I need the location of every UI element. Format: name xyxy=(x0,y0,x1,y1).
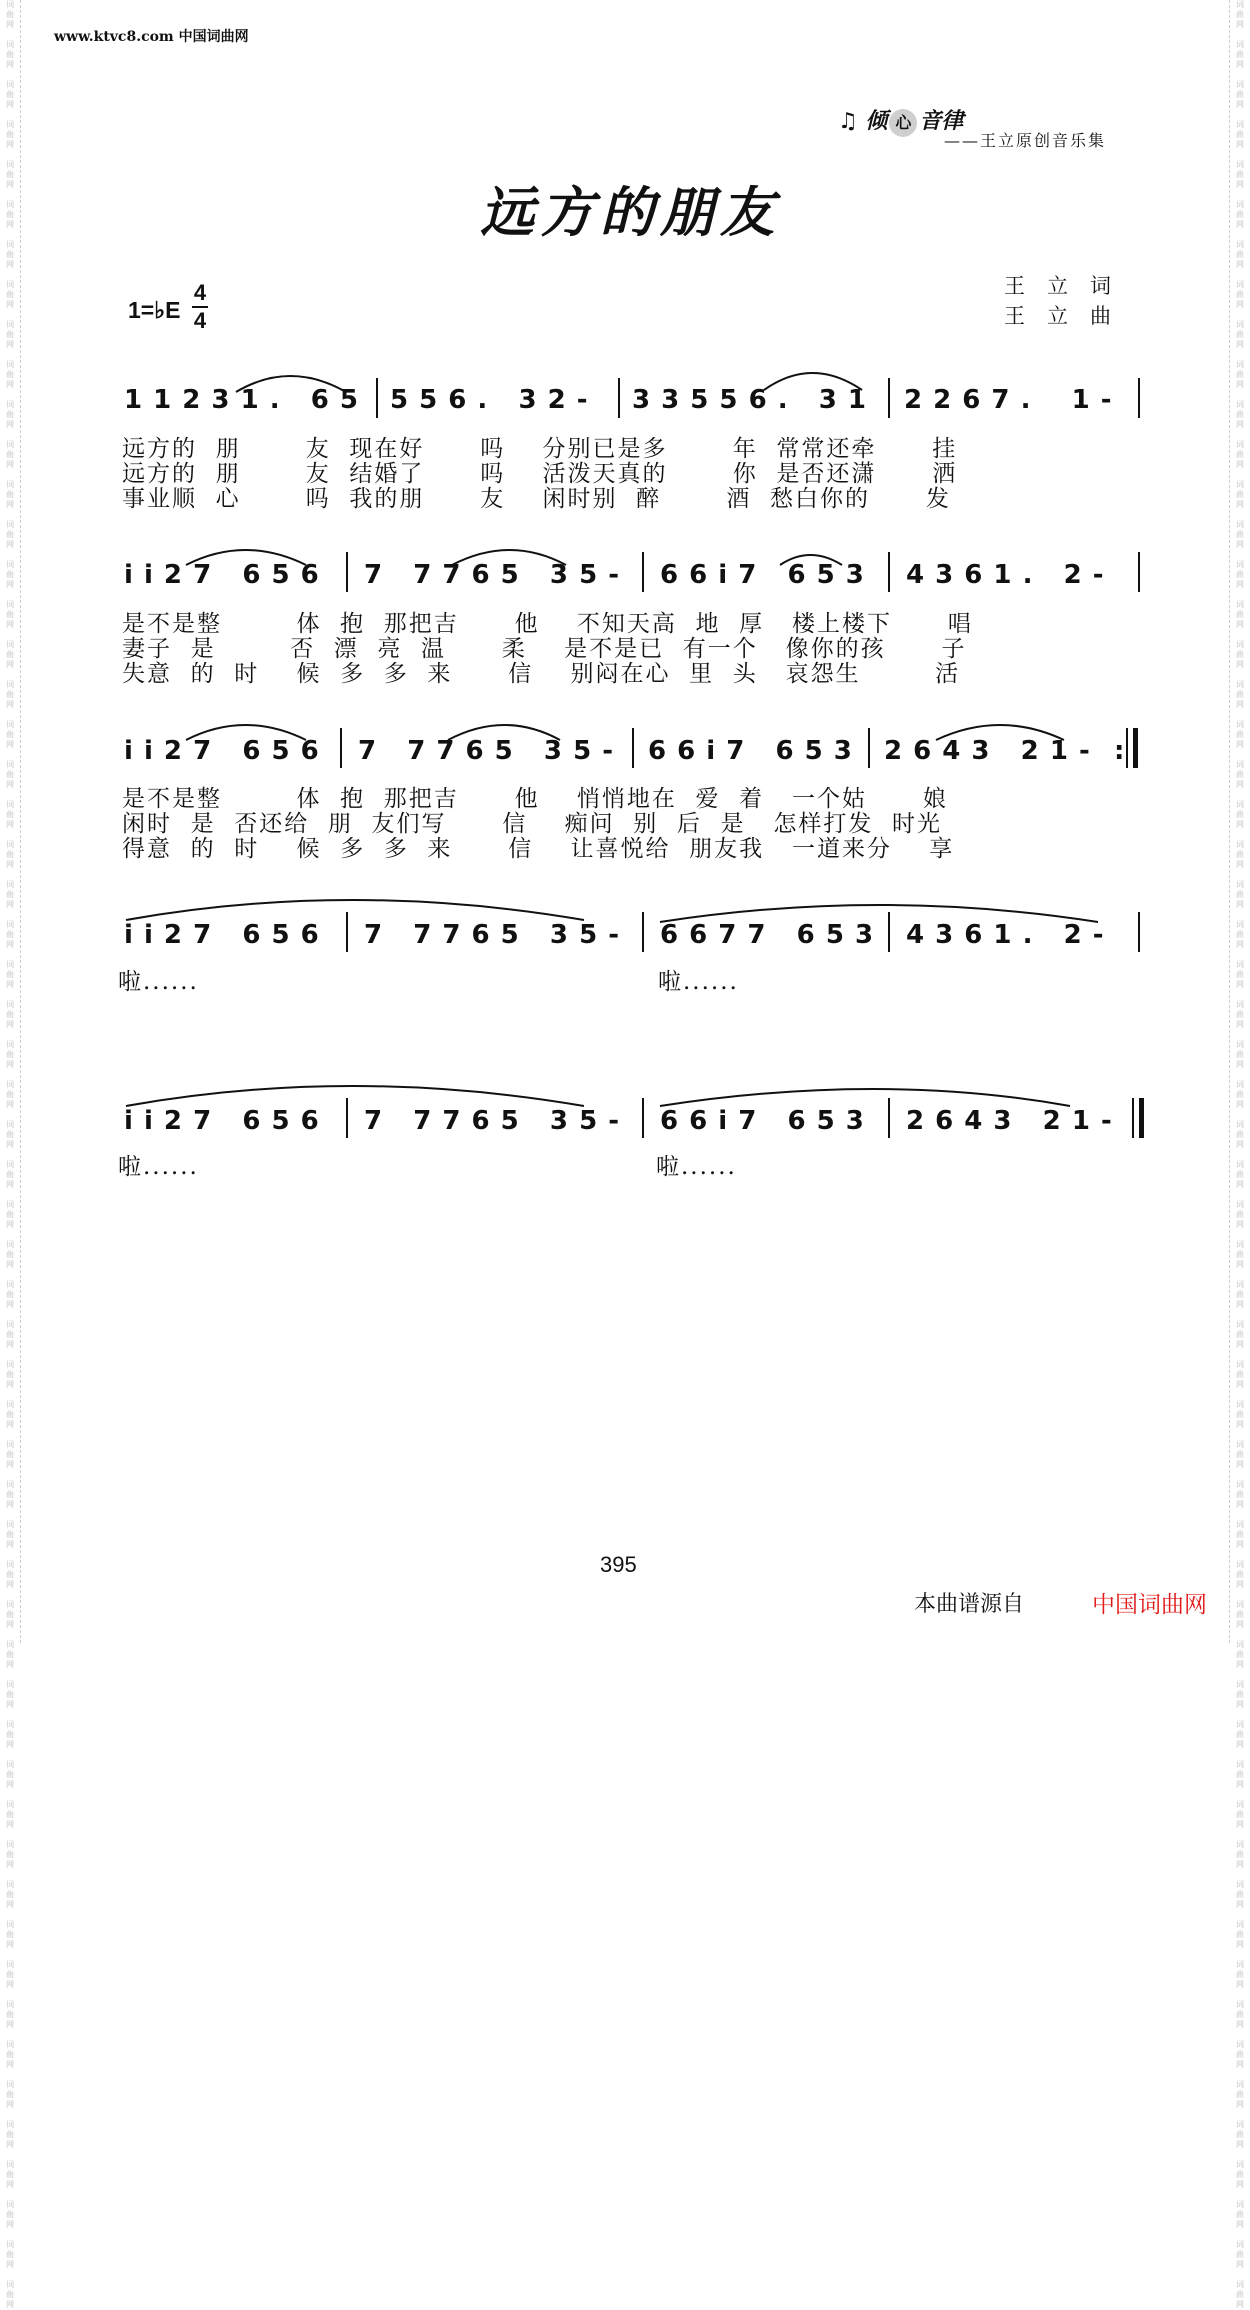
final-barline xyxy=(1139,1098,1144,1138)
barline xyxy=(888,912,890,952)
barline xyxy=(340,728,342,768)
barline xyxy=(346,1098,348,1138)
system-1-measure-2: 5 5 6 . 3 2 - xyxy=(390,385,589,415)
heart-icon: 心 xyxy=(889,109,917,137)
barline xyxy=(346,552,348,592)
time-signature xyxy=(192,280,208,334)
system-1-measure-4: 2 2 6 7 . 1 - xyxy=(904,385,1113,415)
series-subtitle: ——王立原创音乐集 xyxy=(944,131,1107,150)
barline xyxy=(1138,378,1140,418)
repeat-end-barline xyxy=(1133,728,1138,768)
system-5-measure-4: 2 6 4 3 2 1 - xyxy=(906,1106,1113,1136)
system-1-measure-3: 3 3 5 5 6 . 3 1 xyxy=(632,385,867,415)
music-note-icon: ♫ xyxy=(838,108,858,134)
repeat-dots: : xyxy=(1114,736,1125,766)
barline xyxy=(1138,552,1140,592)
barline xyxy=(642,912,644,952)
system-3-lyric-verse-1: 是不是整 体 抱 那把吉 他 悄悄地在 爱 着 一个姑 娘 xyxy=(122,786,948,812)
system-3-lyric-verse-2: 闲时 是 否还给 朋 友们写 信 痴问 别 后 是 怎样打发 时光 xyxy=(122,811,943,837)
system-3-measure-2: 7 7 7 6 5 3 5 - xyxy=(358,736,614,766)
barline xyxy=(888,378,890,418)
system-2-lyric-verse-1: 是不是整 体 抱 那把吉 他 不知天高 地 厚 楼上楼下 唱 xyxy=(122,611,973,637)
right-watermark-strip: 词 曲 网 词 曲 网 词 曲 网 词 曲 网 词 曲 网 词 曲 网 词 曲 网 词 曲 网 词 曲 网 词 曲 网 词 曲 网 词 曲 网 词 曲 网 词 曲 网 词 曲 网 词 曲 网 词 曲 网 词 曲 网 词 曲 网 词 曲 网 词 曲 网 词 曲 网 词 曲 网 词 曲 网 词 曲 网 词 曲 网 词 曲 网 词 曲 网 词 曲 网 词 曲 网 词 曲 网 词 曲 网 词 曲 网 词 曲 网 词 曲 网 词 曲 网 词 曲 网 词 曲 网 词 曲 网 词 曲 网 词 曲 网 词 曲 网 词 曲 网 词 曲 网 词 曲 网 词 曲 网 词 曲 网 词 曲 网 词 曲 网 词 曲 网 词 曲 网 词 曲 网 词 曲 网 词 曲 网 词 曲 网 词 曲 网 词 曲 网 词 曲 网 xyxy=(1229,0,1250,1643)
page-number: 395 xyxy=(600,1552,637,1577)
time-signature-top: 4 xyxy=(193,280,207,305)
barline xyxy=(1132,1098,1134,1138)
barline xyxy=(888,1098,890,1138)
source-label: 本曲谱源自 xyxy=(914,1591,1025,1616)
system-1-measure-1: 1 1 2 3 1 . 6 5 xyxy=(124,385,359,415)
song-title: 远方的朋友 xyxy=(480,180,780,244)
series-logo-right: 音律 xyxy=(919,108,964,134)
barline xyxy=(346,912,348,952)
system-4-measure-1: i i 2 7 6 5 6 xyxy=(124,920,320,950)
lyricist-credit: 王立词 xyxy=(1004,274,1133,298)
barline xyxy=(868,728,870,768)
system-3-measure-1: i i 2 7 6 5 6 xyxy=(124,736,320,766)
system-4-lyric-1: 啦...... xyxy=(118,969,199,995)
site-url[interactable]: www.ktvc8.com 中国词曲网 xyxy=(54,29,249,45)
system-2-measure-2: 7 7 7 6 5 3 5 - xyxy=(364,560,620,590)
system-4-measure-2: 7 7 7 6 5 3 5 - xyxy=(364,920,620,950)
system-2-lyric-verse-2: 妻子 是 否 漂 亮 温 柔 是不是已 有一个 像你的孩 子 xyxy=(122,636,967,662)
barline xyxy=(376,378,378,418)
system-4-lyric-2: 啦...... xyxy=(658,969,739,995)
system-1-lyric-verse-1: 远方的 朋 友 现在好 吗 分别已是多 年 常常还牵 挂 xyxy=(122,436,958,462)
barline xyxy=(1138,912,1140,952)
system-3-measure-3: 6 6 i 7 6 5 3 xyxy=(648,736,853,766)
system-2-measure-4: 4 3 6 1 . 2 - xyxy=(906,560,1105,590)
left-watermark-strip: 词 曲 网 词 曲 网 词 曲 网 词 曲 网 词 曲 网 词 曲 网 词 曲 网 词 曲 网 词 曲 网 词 曲 网 词 曲 网 词 曲 网 词 曲 网 词 曲 网 词 曲 网 词 曲 网 词 曲 网 词 曲 网 词 曲 网 词 曲 网 词 曲 网 词 曲 网 词 曲 网 词 曲 网 词 曲 网 词 曲 网 词 曲 网 词 曲 网 词 曲 网 词 曲 网 词 曲 网 词 曲 网 词 曲 网 词 曲 网 词 曲 网 词 曲 网 词 曲 网 词 曲 网 词 曲 网 词 曲 网 词 曲 网 词 曲 网 词 曲 网 词 曲 网 词 曲 网 词 曲 网 词 曲 网 词 曲 网 词 曲 网 词 曲 网 词 曲 网 词 曲 网 词 曲 网 词 曲 网 词 曲 网 词 曲 网 词 曲 网 词 曲 网 xyxy=(0,0,21,1643)
system-5-measure-3: 6 6 i 7 6 5 3 xyxy=(660,1106,865,1136)
barline xyxy=(632,728,634,768)
barline xyxy=(618,378,620,418)
system-2-measure-1: i i 2 7 6 5 6 xyxy=(124,560,320,590)
system-3-measure-4: 2 6 4 3 2 1 - xyxy=(884,736,1091,766)
system-1-lyric-verse-2: 远方的 朋 友 结婚了 吗 活泼天真的 你 是否还潇 洒 xyxy=(122,461,958,487)
system-1-lyric-verse-3: 事业顺 心 吗 我的朋 友 闲时别 醉 酒 愁白你的 发 xyxy=(122,486,951,512)
barline xyxy=(642,1098,644,1138)
key-signature: 1=♭E xyxy=(128,297,181,323)
system-5-measure-2: 7 7 7 6 5 3 5 - xyxy=(364,1106,620,1136)
source-site-link[interactable]: 中国词曲网 xyxy=(1092,1591,1207,1617)
time-signature-bottom: 4 xyxy=(193,308,207,333)
system-3-lyric-verse-3: 得意 的 时 候 多 多 来 信 让喜悦给 朋友我 一道来分 享 xyxy=(122,836,955,862)
series-logo-left: 倾 xyxy=(865,108,888,134)
barline xyxy=(1126,728,1128,768)
system-2-lyric-verse-3: 失意 的 时 候 多 多 来 信 别闷在心 里 头 哀怨生 活 xyxy=(122,661,961,687)
system-4-measure-3: 6 6 7 7 6 5 3 xyxy=(660,920,875,950)
system-2-measure-3: 6 6 i 7 6 5 3 xyxy=(660,560,865,590)
system-4-measure-4: 4 3 6 1 . 2 - xyxy=(906,920,1105,950)
system-5-lyric-2: 啦...... xyxy=(656,1154,737,1180)
barline xyxy=(888,552,890,592)
composer-credit: 王立曲 xyxy=(1004,304,1133,328)
system-5-lyric-1: 啦...... xyxy=(118,1154,199,1180)
barline xyxy=(642,552,644,592)
system-5-measure-1: i i 2 7 6 5 6 xyxy=(124,1106,320,1136)
